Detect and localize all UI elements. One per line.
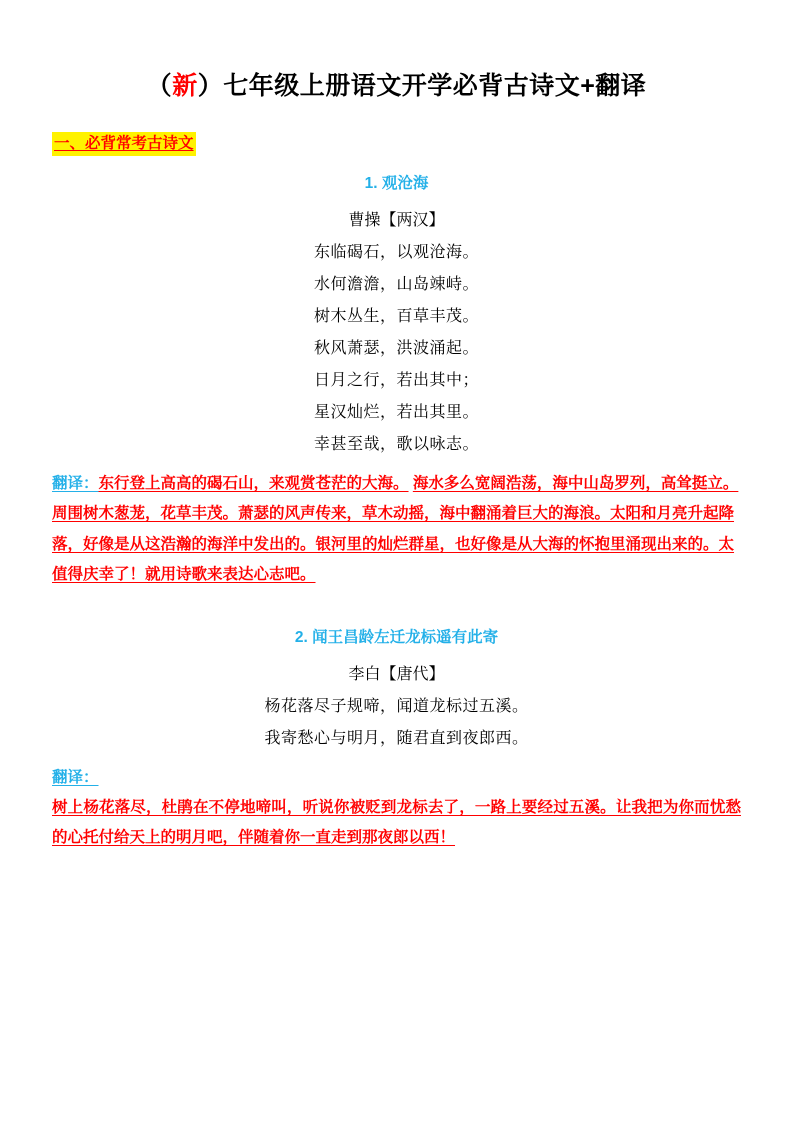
translation-1 (52, 469, 741, 590)
translation-label-2: 翻译： (52, 768, 99, 786)
page-title-suffix: ）七年级上册语文开学必背古诗文+翻译 (197, 72, 647, 100)
translation-body-1: 海水多么宽阔浩荡，海中山岛罗列，高耸挺立。周围树木葱茏，花草丰茂。萧瑟的风声传来，草木动摇，海中翻涌着巨大的海浪。太阳和月亮升起降落，好像是从这浩瀚的海洋中发出的。银河里的灿烂群星，也好像是从大海的怀抱里涌现出来的。太值得庆幸了！就用诗歌来表达心志吧。 (52, 475, 739, 583)
poem-line: 杨花落尽子规啼，闻道龙标过五溪。 (264, 697, 529, 715)
section-heading-wrap (52, 104, 741, 157)
poem-author-2: 李白【唐代】 (348, 665, 445, 683)
poem-line: 星汉灿烂，若出其里。 (313, 404, 479, 422)
page-title-highlight: 新 (172, 72, 198, 100)
translation-body-2: 树上杨花落尽，杜鹃在不停地啼叫，听说你被贬到龙标去了，一路上要经过五溪。让我把为你而忧愁的心托付给天上的明月吧，伴随着你一直走到那夜郎以西！ (52, 799, 741, 847)
poem-title-text-2: 闻王昌龄左迁龙标遥有此寄 (312, 629, 499, 647)
poem-title-1 (52, 172, 741, 197)
translation-label-1: 翻译： (52, 475, 99, 493)
poem-line: 树木丛生，百草丰茂。 (313, 308, 479, 326)
poem-line: 幸甚至哉，歌以咏志。 (313, 436, 479, 454)
translation-2 (52, 763, 741, 854)
poem-block-2 (52, 626, 741, 853)
poem-line: 我寄愁心与明月，随君直到夜郎西。 (264, 729, 529, 747)
poem-line: 水何澹澹，山岛竦峙。 (313, 276, 479, 294)
page-title (52, 70, 741, 104)
poem-title-text-1: 观沧海 (381, 175, 429, 193)
poem-line: 东临碣石，以观沧海。 (313, 244, 479, 262)
page-title-prefix: （ (146, 72, 173, 100)
section-heading: 一、必背常考古诗文 (52, 132, 196, 157)
poem-block-1 (52, 172, 741, 590)
poem-index-2: 2. (294, 629, 308, 647)
poem-title-2 (52, 626, 741, 651)
poem-line: 秋风萧瑟，洪波涌起。 (313, 340, 479, 358)
poem-index-1: 1. (364, 175, 378, 193)
translation-first-line-1: 东行登上高高的碣石山，来观赏苍茫的大海。 (98, 475, 409, 493)
poem-line: 日月之行，若出其中； (313, 372, 479, 390)
poem-author-1: 曹操【两汉】 (348, 212, 445, 230)
